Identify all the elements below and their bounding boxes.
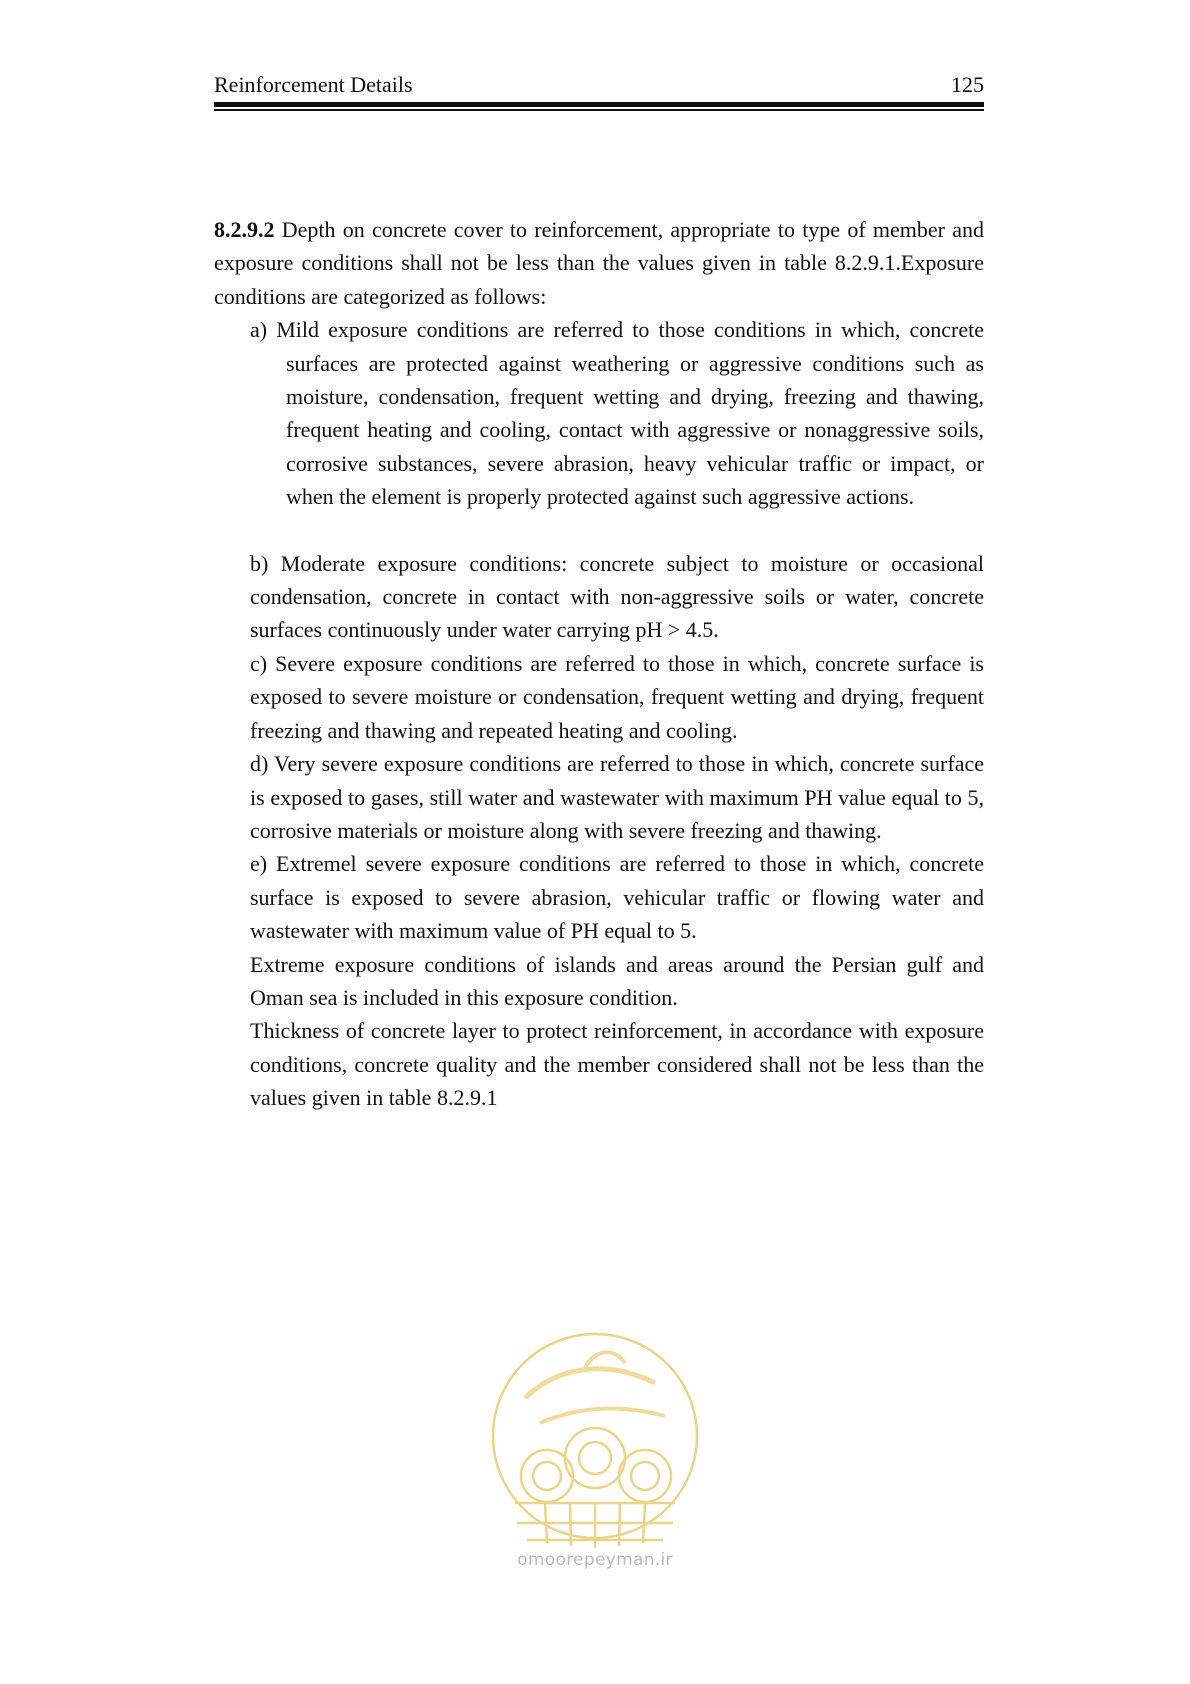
paragraph-gap [214, 514, 984, 547]
extreme-note: Extreme exposure conditions of islands and areas around the Persian gulf and Oman sea is included in this exposure condition. [250, 951, 984, 1010]
item-e-extreme: e) Extremel severe exposure conditions are referred to those in which, concrete surface is exposed to severe abrasion, vehicular traffic or flowing water and wastewater with maximum value of PH equal to 5. [250, 851, 984, 944]
section-number: 8.2.9.2 [214, 217, 275, 242]
thickness-note: Thickness of concrete layer to protect reinforcement, in accordance with exposure conditions, concrete quality and the member considered shall not be less than the values given in table 8.2.9.1 [250, 1018, 984, 1111]
watermark-url: omoorepeyman.ir [517, 1550, 673, 1570]
item-d-very-severe: d) Very severe exposure conditions are referred to those in which, concrete surface is exposed to gases, still water and wastewater with maximum PH value equal to 5, corrosive materials or moisture along with severe freezing and thawing. [250, 751, 984, 843]
item-b-moderate: b) Moderate exposure conditions: concrete subject to moisture or occasional condensation, concrete in contact with non-aggressive soils or water, concrete surfaces continuously under water carrying pH > 4.5. [250, 550, 984, 643]
header-title: Reinforcement Details [214, 72, 413, 97]
body-text [214, 213, 984, 1115]
item-c-severe: c) Severe exposure conditions are referred to those in which, concrete surface is exposed to severe moisture or condensation, frequent wetting and drying, frequent freezing and thawing and repeated heating and cooling. [250, 650, 984, 743]
section-paragraph [214, 213, 984, 313]
running-header [214, 70, 984, 100]
omoorepeyman-logo-icon [485, 1328, 715, 1578]
header-rule-thick [214, 102, 984, 107]
page-number: 125 [951, 72, 984, 97]
section-intro: Depth on concrete cover to reinforcement, appropriate to type of member and exposure conditions shall not be less than the values given in table 8.2.9.1.Exposure conditions are categorized as follows: [214, 217, 985, 309]
header-rule-thin [214, 109, 984, 111]
item-a-mild: a) Mild exposure conditions are referred to those conditions in which, concrete surfaces are protected against weathering or aggressive conditions such as moisture, condensation, frequent wetting and drying, freezing and thawing, frequent heating and cooling, contact with aggressive or nonaggressive soils, corrosive substances, severe abrasion, heavy vehicular traffic or impact, or when the element is properly protected against such aggressive actions. [250, 317, 984, 510]
